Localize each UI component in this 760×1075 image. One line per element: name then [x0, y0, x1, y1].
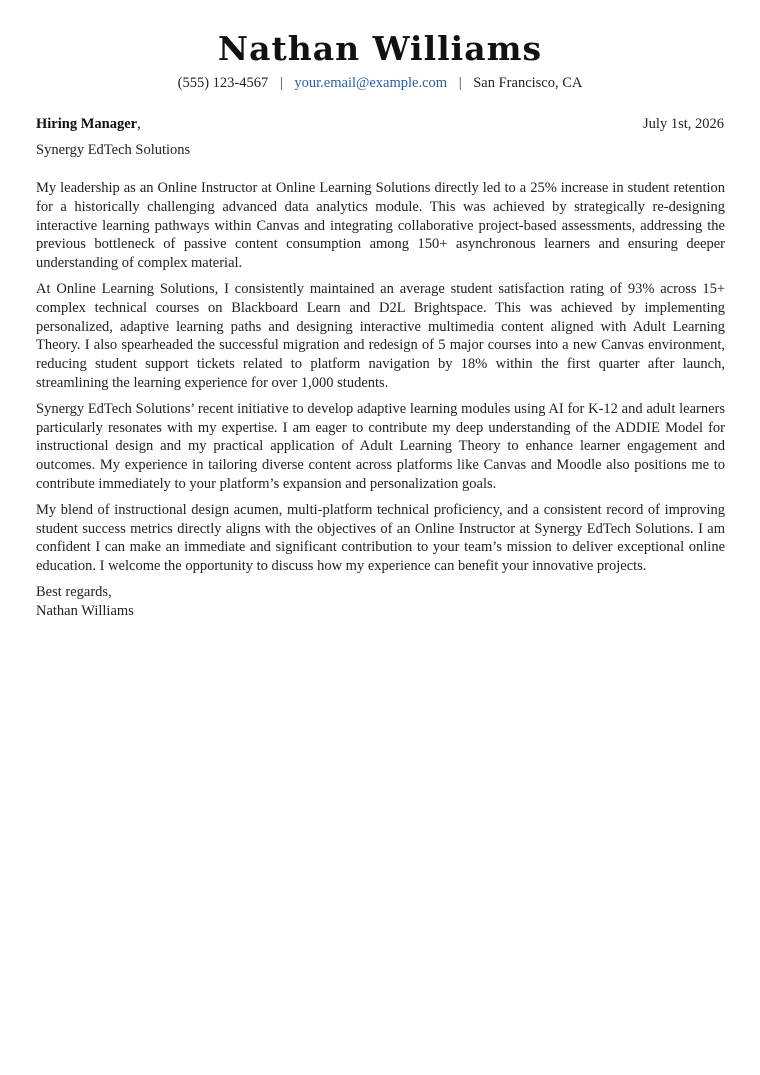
recipient-title-suffix: , [137, 116, 141, 132]
closing-signature: Nathan Williams [36, 602, 134, 619]
closing-block [36, 583, 725, 621]
letter-body [36, 179, 725, 621]
closing-salutation: Best regards, [36, 583, 112, 600]
contact-line [0, 73, 760, 93]
contact-separator: | [458, 75, 462, 91]
body-paragraph: My blend of instructional design acumen, multi-platform technical proficiency, and a consistent record of improving student success metrics directly aligns with the objectives of an Online Instructor at Synergy EdTech Solutions. I am confident I can make an immediate and significant contribution to your team’s mission to deliver exceptional online education. I welcome the opportunity to discuss how my experience can benefit your innovative projects. [36, 501, 725, 575]
letter-date: July 1st, 2026 [643, 116, 724, 132]
location: San Francisco, CA [473, 75, 583, 91]
body-paragraph: At Online Learning Solutions, I consistently maintained an average student satisfaction rating of 93% across 15+ complex technical courses on Blackboard Learn and D2L Brightspace. This was achieved by implementing personalized, adaptive learning paths and designing interactive multimedia content aligned with Adult Learning Theory. I also spearheaded the successful migration and redesign of 5 major courses into a new Canvas environment, reducing student support tickets related to platform navigation by 18% within the first quarter after launch, streamlining the learning experience for over 1,000 students. [36, 280, 725, 391]
applicant-name: Nathan Williams [217, 29, 543, 68]
recipient-line [36, 114, 141, 134]
recipient-title: Hiring Manager [36, 116, 138, 132]
phone-number: (555) 123-4567 [177, 75, 269, 91]
contact-separator: | [279, 75, 283, 91]
body-paragraph: Synergy EdTech Solutions’ recent initiative to develop adaptive learning modules using AI for K-12 and adult learners particularly resonates with my expertise. I am eager to contribute my deep understanding of the ADDIE Model for instructional design and my practical application of Adult Learning Theory to enhance learner engagement and outcomes. My experience in tailoring diverse content across platforms like Canvas and Moodle also positions me to contribute immediately to your platform’s expansion and personalization goals. [36, 400, 725, 492]
recipient-company: Synergy EdTech Solutions [36, 142, 191, 158]
body-paragraph: My leadership as an Online Instructor at Online Learning Solutions directly led to a 25% increase in student retention for a historically challenging advanced data analytics module. This was achieved by strategically re-designing interactive learning pathways within Canvas and integrating collaborative project-based assessments, addressing the previous bottleneck of passive content consumption among 150+ asynchronous learners and ensuring deeper understanding of complex material. [36, 180, 725, 272]
email-link[interactable]: your.email@example.com [294, 75, 448, 91]
